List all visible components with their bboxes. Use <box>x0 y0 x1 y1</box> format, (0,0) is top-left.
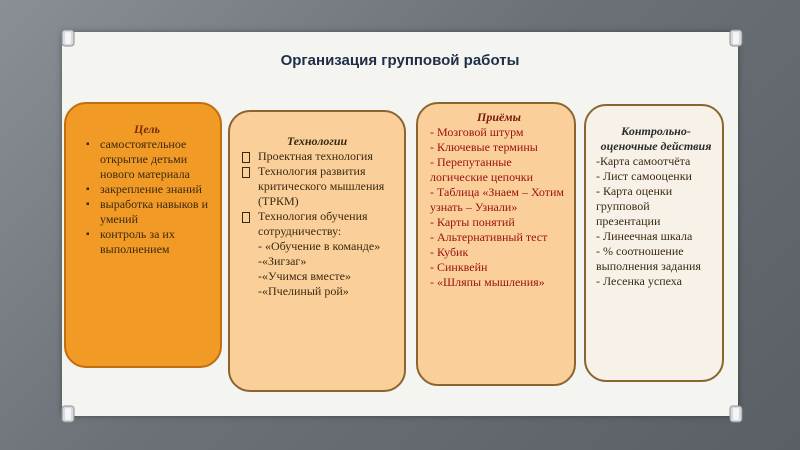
assessment-item: - Лесенка успеха <box>596 274 682 288</box>
checkbox-icon <box>242 212 250 223</box>
technique-item: - Альтернативный тест <box>430 230 548 244</box>
assessment-item: - Линеечная шкала <box>596 229 693 243</box>
pin-icon <box>728 28 744 50</box>
technique-item: - Ключевые термины <box>430 140 538 154</box>
page-title: Организация групповой работы <box>280 52 520 69</box>
techniques-card <box>416 102 576 386</box>
technique-item: - Мозговой штурм <box>430 125 524 139</box>
technology-subitem: -«Учимся вместе» <box>258 269 351 283</box>
pin-icon <box>60 404 76 426</box>
technique-item: - Перепутанные логические цепочки <box>430 155 534 184</box>
assessment-heading: Контрольно-оценочные действия <box>600 124 712 153</box>
pin-icon <box>60 28 76 50</box>
technique-item: - Карты понятий <box>430 215 515 229</box>
techniques-heading: Приёмы <box>477 110 521 124</box>
technologies-heading: Технологии <box>286 134 348 148</box>
technology-item <box>258 209 396 239</box>
goal-item: ▪ выработка навыков и умений <box>90 197 214 227</box>
goal-list <box>80 137 214 257</box>
assessment-card <box>584 104 724 382</box>
checkbox-icon <box>242 167 250 178</box>
technology-item <box>258 164 396 209</box>
goal-item: ▪ самостоятельное открытие детьми нового материала <box>90 137 214 182</box>
technique-item: - Таблица «Знаем – Хотим узнать – Узнали» <box>430 185 565 214</box>
technology-label: Технология развития критического мышления (ТРКМ) <box>258 164 385 208</box>
goal-item: ▪ закрепление знаний <box>90 182 214 197</box>
assessment-item: -Карта самоотчёта <box>596 154 691 168</box>
assessment-item: - % соотношение выполнения задания <box>596 244 701 273</box>
technique-item: - Кубик <box>430 245 469 259</box>
checkbox-icon <box>242 152 250 163</box>
technology-label: Проектная технология <box>258 149 373 163</box>
technologies-card <box>228 110 406 392</box>
technology-subitem: - «Обучение в команде» <box>258 239 381 253</box>
technology-subitem: -«Пчелиный рой» <box>258 284 349 298</box>
technology-item <box>258 149 396 164</box>
assessment-item: - Карта оценки групповой презентации <box>596 184 673 228</box>
technique-item: - Синквейн <box>430 260 488 274</box>
goal-item: ▪ контроль за их выполнением <box>90 227 214 257</box>
goal-card <box>64 102 222 368</box>
assessment-item: - Лист самооценки <box>596 169 692 183</box>
technique-item: - «Шляпы мышления» <box>430 275 545 289</box>
goal-heading: Цель <box>133 122 160 136</box>
technology-subitem: -«Зигзаг» <box>258 254 307 268</box>
technology-label: Технология обучения сотрудничеству: <box>258 209 368 238</box>
pin-icon <box>728 404 744 426</box>
